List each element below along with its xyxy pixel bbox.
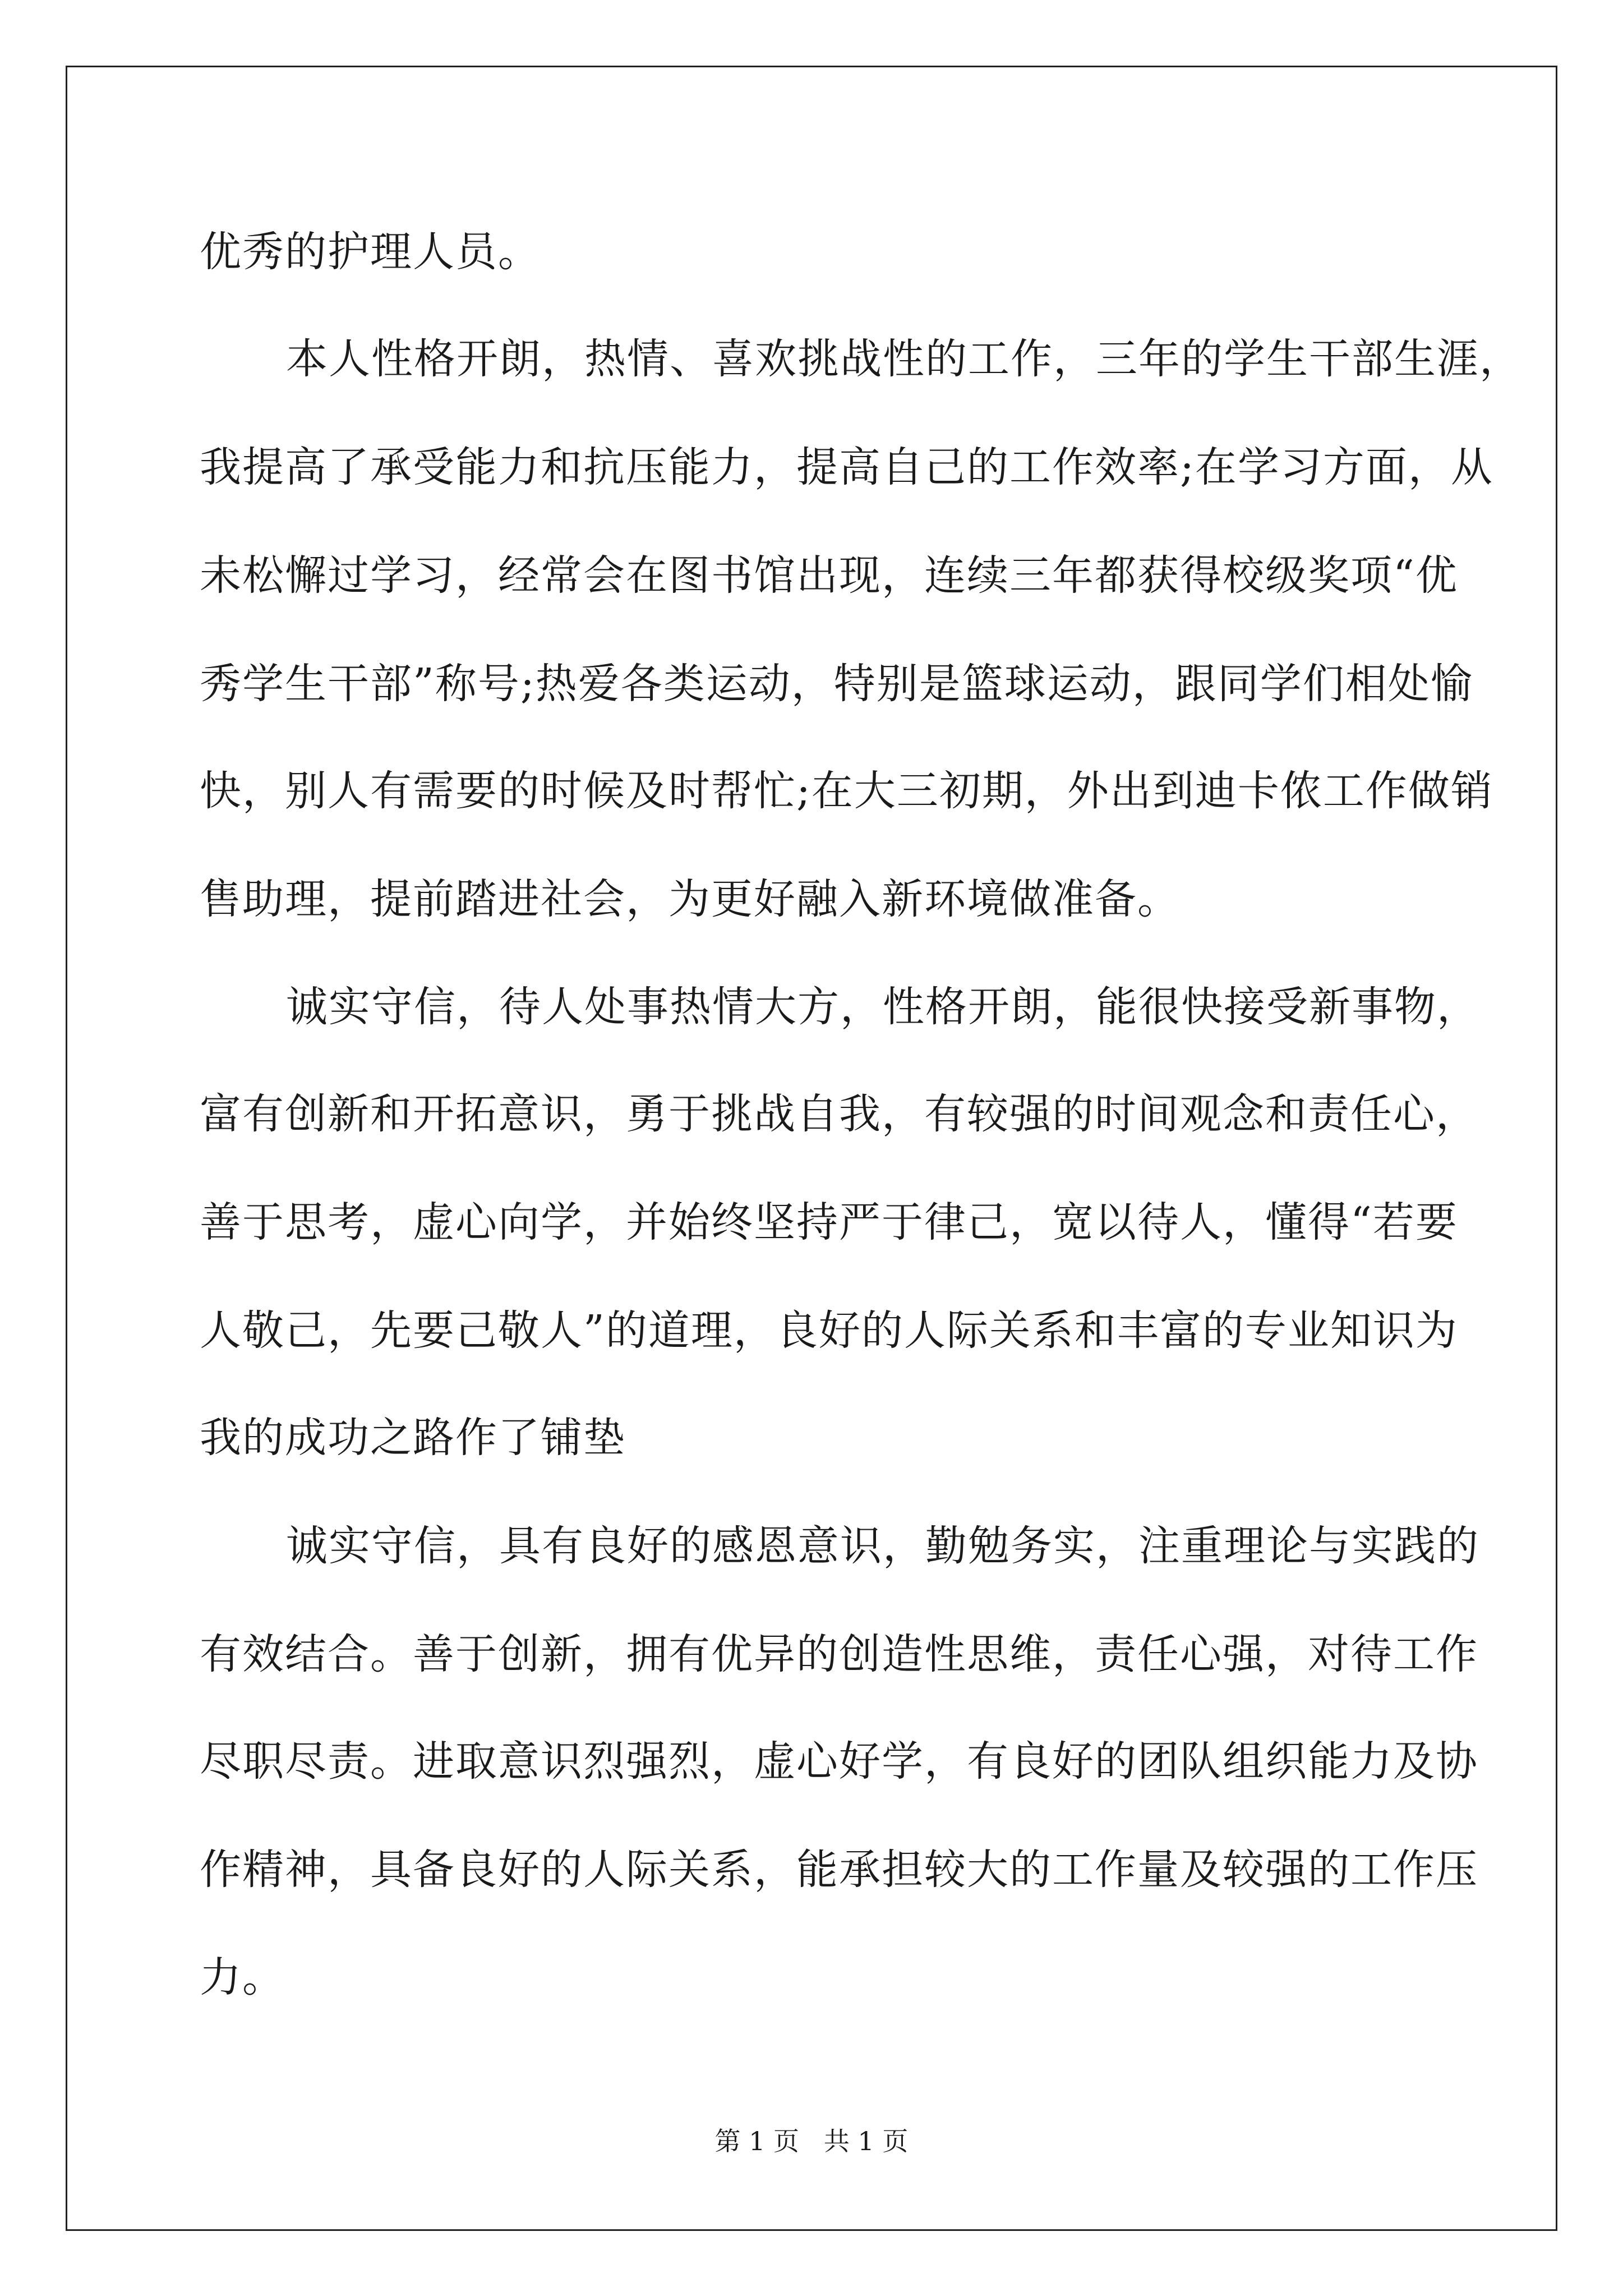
text-line: 未松懈过学习，经常会在图书馆出现，连续三年都获得校级奖项“优 <box>200 551 1458 600</box>
page-number-footer: 第 1 页 共 1 页 <box>714 2126 909 2156</box>
text-line: 人敬己，先要己敬人”的道理，良好的人际关系和丰富的专业知识为 <box>200 1306 1458 1355</box>
text-line: 售助理，提前踏进社会，为更好融入新环境做准备。 <box>200 875 1180 923</box>
text-line: 力。 <box>200 1953 285 2001</box>
paragraph-first-line: 诚实守信，具有良好的感恩意识，勤勉务实，注重理论与实践的 <box>286 1522 1479 1570</box>
text-line: 秀学生干部”称号;热爱各类运动，特别是篮球运动，跟同学们相处愉 <box>200 660 1473 708</box>
text-line: 我的成功之路作了铺垫 <box>200 1414 626 1462</box>
text-line: 尽职尽责。进取意识烈强烈，虚心好学，有良好的团队组织能力及协 <box>200 1737 1478 1786</box>
page-border <box>66 66 1557 2231</box>
text-line: 有效结合。善于创新，拥有优异的创造性思维，责任心强，对待工作 <box>200 1630 1478 1678</box>
text-line: 快，别人有需要的时候及时帮忙;在大三初期，外出到迪卡侬工作做销 <box>200 767 1493 815</box>
paragraph-first-line: 本人性格开朗，热情、喜欢挑战性的工作，三年的学生干部生涯， <box>286 335 1522 383</box>
text-line: 优秀的护理人员。 <box>200 228 541 276</box>
paragraph-first-line: 诚实守信，待人处事热情大方，性格开朗，能很快接受新事物， <box>286 983 1479 1031</box>
text-line: 富有创新和开拓意识，勇于挑战自我，有较强的时间观念和责任心， <box>200 1090 1478 1138</box>
text-line: 善于思考，虚心向学，并始终坚持严于律己，宽以待人，懂得“若要 <box>200 1198 1458 1246</box>
text-line: 我提高了承受能力和抗压能力，提高自己的工作效率;在学习方面，从 <box>200 443 1493 491</box>
text-line: 作精神，具备良好的人际关系，能承担较大的工作量及较强的工作压 <box>200 1846 1478 1894</box>
